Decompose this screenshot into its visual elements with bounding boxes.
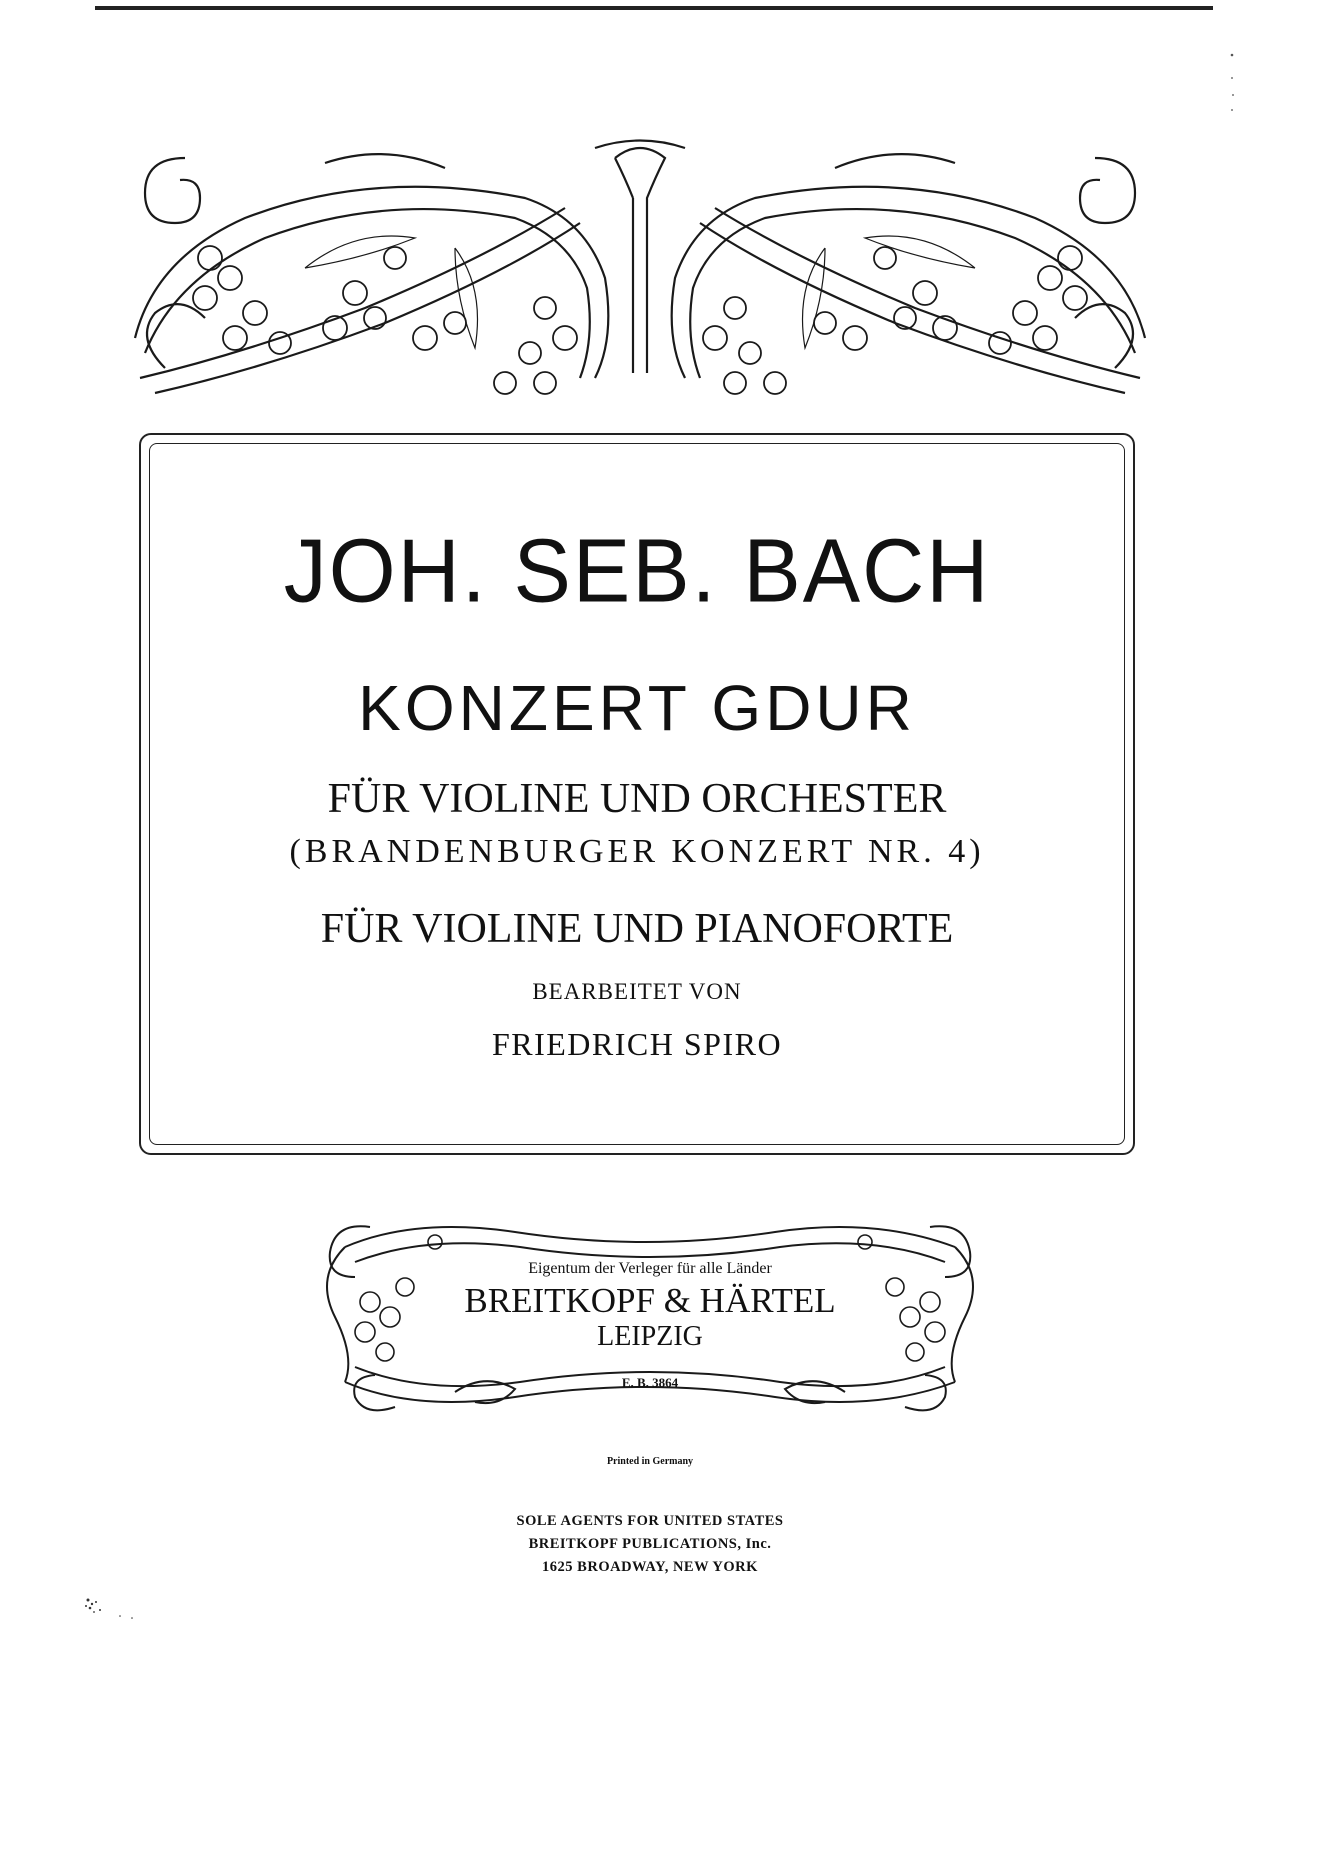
paper-specks (80, 1590, 140, 1630)
arranger-label: BEARBEITET VON (532, 979, 742, 1004)
work-title: KONZERT GDUR (358, 672, 916, 744)
arranger-name: FRIEDRICH SPIRO (491, 1026, 783, 1062)
composer-name: JOH. SEB. BACH (283, 520, 991, 622)
agents-line-2: BREITKOPF PUBLICATIONS, Inc. (528, 1536, 772, 1552)
publisher-name: BREITKOPF & HÄRTEL (464, 1281, 836, 1320)
rights-notice: Eigentum der Verleger für alle Länder (528, 1260, 772, 1277)
edge-marks (1228, 50, 1238, 125)
original-scoring: FÜR VIOLINE UND ORCHESTER (327, 776, 947, 822)
work-subtitle: (BRANDENBURGER KONZERT NR. 4) (289, 833, 985, 870)
agents-line-1: SOLE AGENTS FOR UNITED STATES (516, 1513, 784, 1529)
top-rule (95, 6, 1213, 10)
publisher-city: LEIPZIG (597, 1321, 703, 1352)
top-ornament (125, 138, 1155, 403)
arrangement-scoring: FÜR VIOLINE UND PIANOFORTE (320, 906, 954, 952)
printed-in-notice: Printed in Germany (606, 1456, 694, 1467)
plate-number: E. B. 3864 (621, 1375, 679, 1390)
agents-line-3: 1625 BROADWAY, NEW YORK (542, 1559, 758, 1575)
